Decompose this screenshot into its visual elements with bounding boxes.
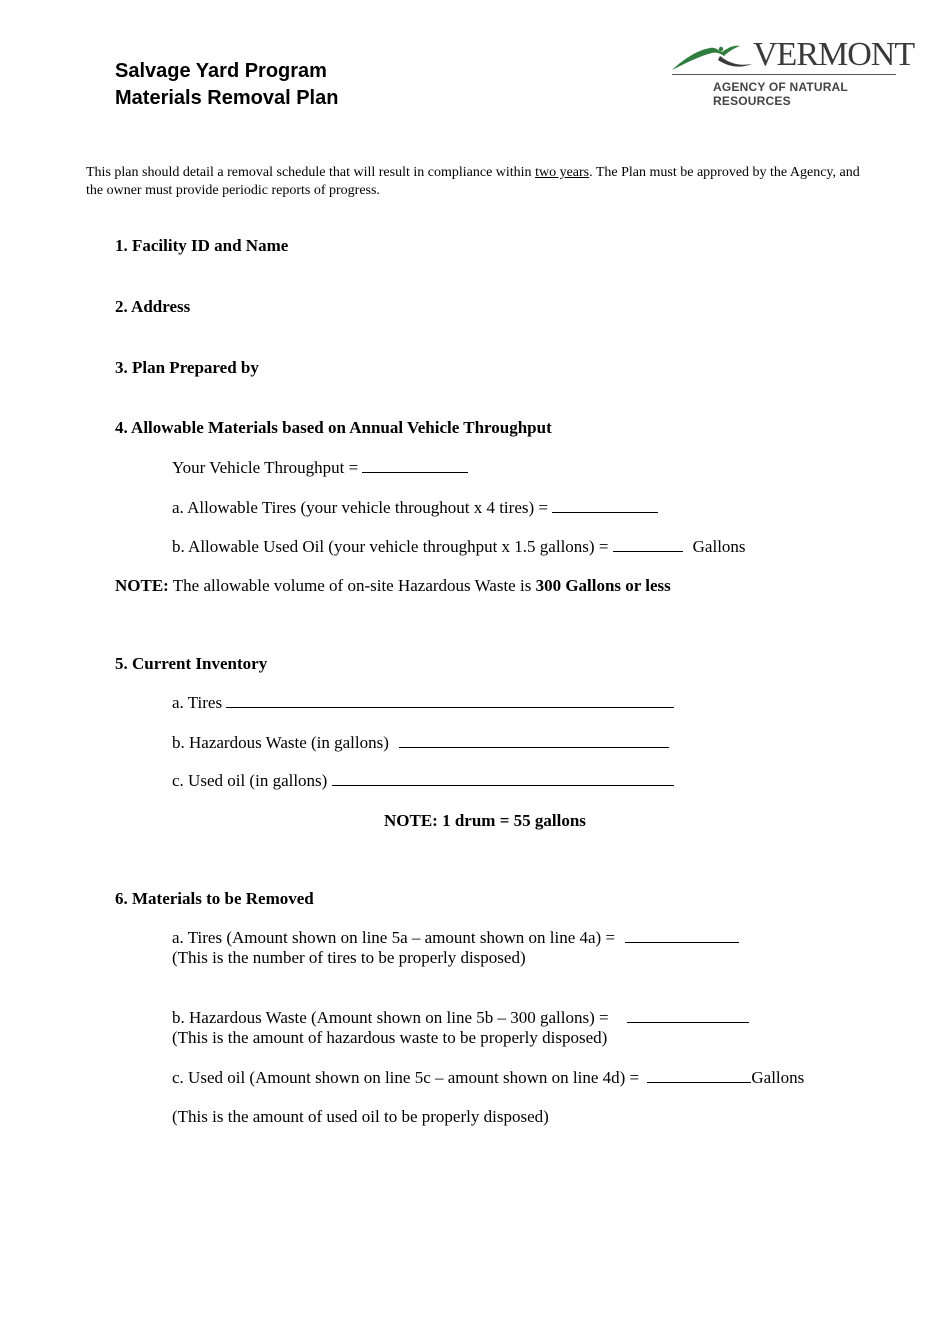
remove-oil-field[interactable] bbox=[647, 1068, 751, 1083]
logo-agency-name: AGENCY OF NATURAL RESOURCES bbox=[713, 80, 848, 108]
inventory-tires-field[interactable] bbox=[226, 693, 674, 708]
allowable-oil-line: b. Allowable Used Oil (your vehicle throughput x 1.5 gallons) = Gallons bbox=[172, 537, 746, 556]
remove-hazardous-note: (This is the amount of hazardous waste to be properly disposed) bbox=[172, 1028, 608, 1047]
vermont-agency-logo bbox=[670, 36, 915, 108]
section-allowable-materials: 4. Allowable Materials based on Annual Vehicle Throughput bbox=[115, 418, 552, 437]
page-title-plan: Materials Removal Plan bbox=[115, 87, 339, 109]
throughput-line: Your Vehicle Throughput = bbox=[172, 458, 468, 478]
remove-oil-note: (This is the amount of used oil to be properly disposed) bbox=[172, 1107, 549, 1126]
mountain-icon bbox=[670, 40, 760, 74]
section-facility: 1. Facility ID and Name bbox=[115, 236, 289, 255]
remove-tires-line: a. Tires (Amount shown on line 5a – amount shown on line 4a) = bbox=[172, 928, 739, 948]
remove-hazardous-field[interactable] bbox=[627, 1008, 749, 1023]
intro-underlined: two years bbox=[535, 165, 590, 180]
section-materials-removed: 6. Materials to be Removed bbox=[115, 889, 314, 908]
inventory-oil-line: c. Used oil (in gallons) bbox=[172, 771, 674, 791]
logo-divider bbox=[672, 74, 896, 75]
allowable-tires-field[interactable] bbox=[552, 498, 658, 513]
remove-oil-line: c. Used oil (Amount shown on line 5c – amount shown on line 4d) = Gallons bbox=[172, 1068, 805, 1087]
hazardous-note: NOTE: The allowable volume of on-site Hazardous Waste is 300 Gallons or less bbox=[115, 576, 671, 595]
inventory-tires-line: a. Tires bbox=[172, 693, 674, 713]
remove-tires-field[interactable] bbox=[625, 928, 739, 943]
section-address: 2. Address bbox=[115, 297, 191, 316]
drum-note: NOTE: 1 drum = 55 gallons bbox=[384, 811, 586, 830]
inventory-oil-field[interactable] bbox=[332, 771, 674, 786]
page-title-program: Salvage Yard Program bbox=[115, 60, 327, 82]
inventory-hazardous-line: b. Hazardous Waste (in gallons) bbox=[172, 733, 669, 753]
remove-tires-note: (This is the number of tires to be properly disposed) bbox=[172, 948, 526, 967]
section-prepared-by: 3. Plan Prepared by bbox=[115, 358, 259, 377]
remove-hazardous-line: b. Hazardous Waste (Amount shown on line 5b – 300 gallons) = bbox=[172, 1008, 749, 1028]
allowable-tires-line: a. Allowable Tires (your vehicle throughout x 4 tires) = bbox=[172, 498, 658, 518]
intro-paragraph: This plan should detail a removal schedule that will result in compliance within two years. The Plan must be approved by the Agency, and the owner must provide periodic reports of progress. bbox=[86, 165, 860, 198]
throughput-field[interactable] bbox=[362, 458, 468, 473]
inventory-hazardous-field[interactable] bbox=[399, 733, 669, 748]
section-current-inventory: 5. Current Inventory bbox=[115, 654, 268, 673]
allowable-oil-field[interactable] bbox=[613, 537, 683, 552]
logo-wordmark: VERMONT bbox=[753, 36, 915, 73]
